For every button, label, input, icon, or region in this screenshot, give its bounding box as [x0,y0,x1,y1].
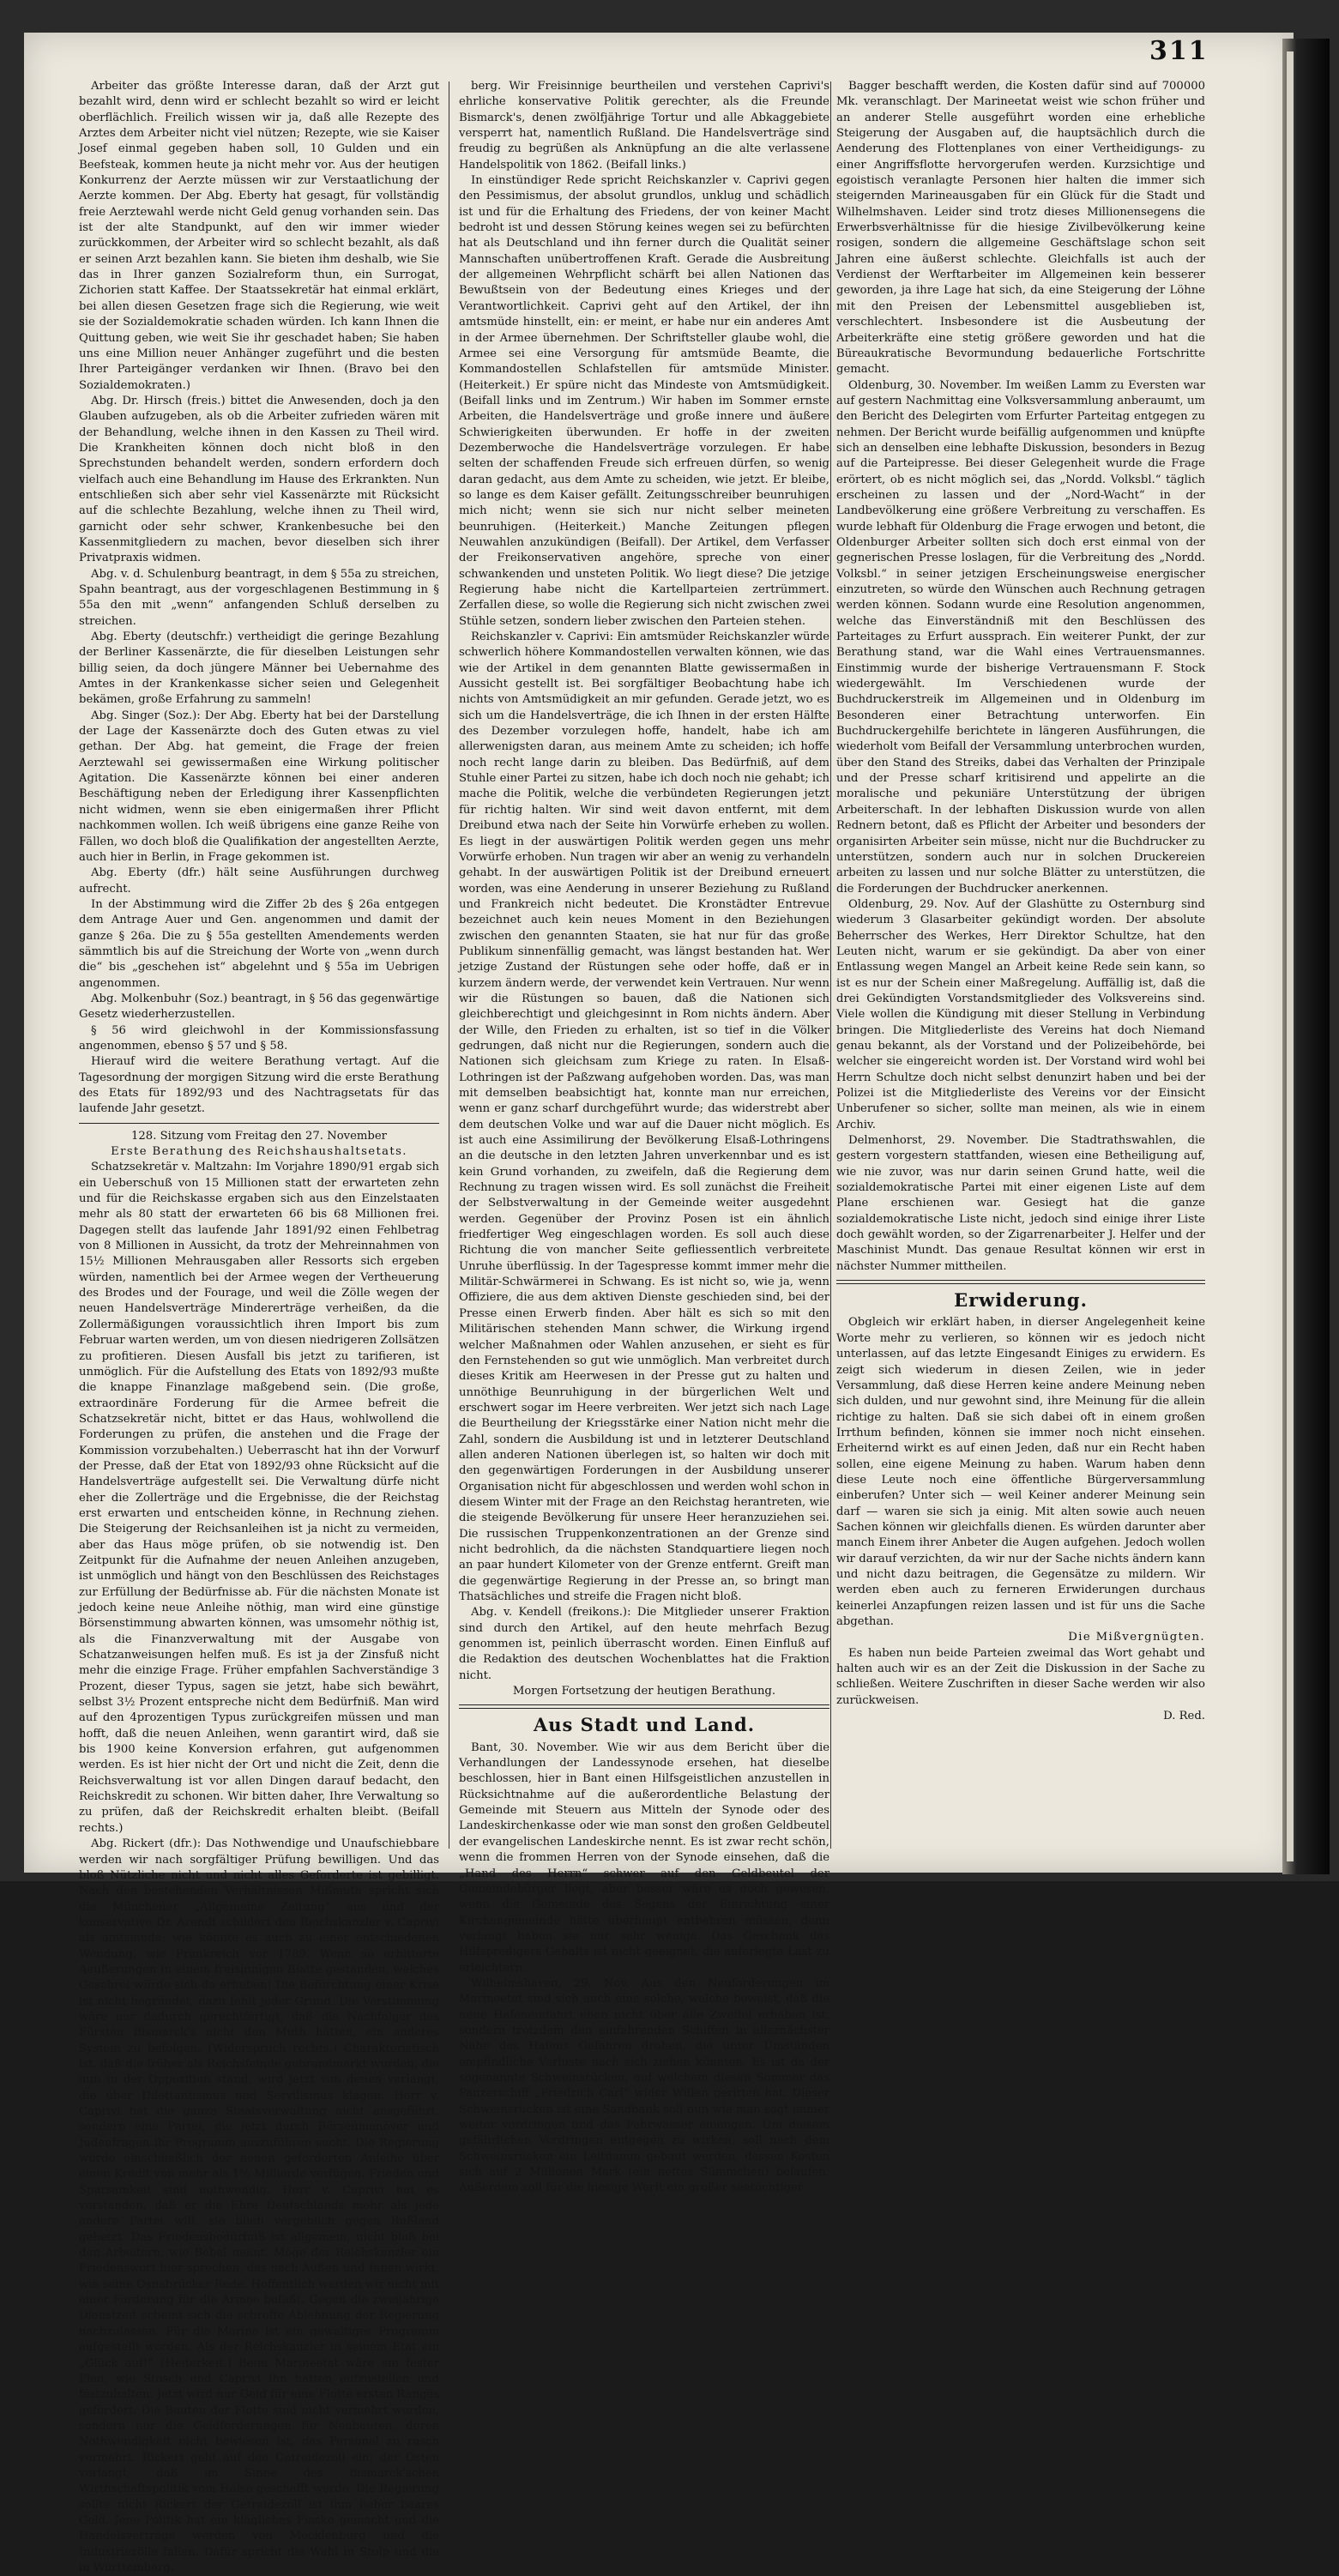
binding-edge [1287,51,1294,1861]
paragraph: Abg. v. Kendell (freikons.): Die Mitglieder unserer Fraktion sind durch den Artikel, auf den heute mehrfach Bezug genommen ist, peinlich überrascht worden. Einen Einfluß auf die Redaktion des deutschen Wochenblattes hat die Fraktion nicht. [459,1606,829,1682]
paragraph: Oldenburg, 30. November. Im weißen Lamm zu Eversten war auf gestern Nachmittag eine Volksversammlung anberaumt, um den Bericht des Delegirten vom Erfurter Parteitag entgegen zu nehmen. Der Bericht wurde beifällig aufgenommen und knüpfte sich an denselben eine lebhafte Diskussion, besonders in Bezug auf die Parteipresse. Bei dieser Gelegenheit wurde die Frage erörtert, ob es nicht möglich sei, das „Nordd. Volksbl.“ täglich erscheinen zu lassen und der „Nord-Wacht“ in der Landbevölkerung eine größere Verbreitung zu verschaffen. Es wurde lebhaft für Oldenburg die Frage erwogen und betont, die Oldenburger Arbeiter sollten sich doch erst einmal von der gegnerischen Presse loslagen, für die Verbreitung des „Nordd. Volksbl.“ in seiner jetzigen Erscheinungsweise energischer einzutreten, so würde den Wünschen auch Rechnung getragen werden können. Sodann wurde eine Resolution angenommen, welche das Einverständniß mit den Beschlüssen des Parteitages zu Erfurt aussprach. Ein weiterer Punkt, der zur Berathung stand, war die Wahl eines Vertrauensmannes. Einstimmig wurde der bisherige Vertrauensmann F. Stock wiedergewählt. Im Verschiedenen wurde der Buchdruckerstreik im Allgemeinen und in Oldenburg im Besonderen einer Betrachtung unterworfen. Ein Buchdruckergehilfe berichtete in längeren Ausführungen, die wiederholt vom Beifall der Versammlung unterbrochen wurden, über den Stand des Streiks, dabei das Verhalten der Prinzipale und der Presse scharf kritisirend und appelirte an die moralische und pekuniäre Unterstützung der übrigen Arbeiterschaft. In der lebhaften Diskussion wurde von allen Rednern betont, daß es Pflicht der Arbeiter und besonders der organisirten Arbeiter sein müsse, nicht nur die Buchdrucker zu unterstützen, sondern auch nur in solchen Druckereien arbeiten zu lassen und nur solche Blätter zu unterstützen, die die Forderungen der Buchdrucker anerkennen. [836,378,1205,896]
double-divider [836,1280,1205,1284]
page-number: 311 [1149,36,1209,66]
session-title: 128. Sitzung vom Freitag den 27. November [131,1129,387,1143]
column-2 [459,79,829,2195]
paragraph: Abg. Eberty (deutschfr.) vertheidigt die geringe Bezahlung der Berliner Kassenärzte, die für dieselben Leistungen sehr billig seien, da doch jüngere Männer bei Uebernahme des Amtes in der Krankenkasse sicher seien und Gelegenheit bekämen, große Erfahrung zu sammeln! [79,630,439,707]
paragraph: Abg. Rickert (dfr.): Das Nothwendige und Unaufschiebbare werden wir nach sorgfältiger Prüfung bewilligen. Und das bloß Nützliche nicht und nicht alles Geforderte ist gebilligt. Nach den bestehenden Verhältnissen Mißmuth spricht sich die Münchener „Allgemeine Zeitung“ aus und der konservative Dr. Arendt schildert den Reichskanzler v. Caprivi als amtsmüde; wie könnte es auch zu einer entschiedenen Wendung, wie Frankreich vor 1789. Wenn so erbitterte Aeußerungen in einem freisinnigen Blatte gestanden, welches Geschrei würde sich da erheben! Die Befürchtung einer Krise ist nicht begründet, dazu fehlt jeder Grund. Die Verstimmung wäre nur dadurch gerechtfertigt, daß die Nachfolger des Fürsten Bismarck's nicht den Muth hätten, ein anderes System zu befolgen. (Widerspruch rechts.) Charakteristisch ist, daß die früher als Reichsfeinde gebrandmarkt wurden, die nun in der Opposition stand, wird jetzt von denen verlangt, die über Dilettantismus und Servilismus klagen. Herr v. Caprivi hat die ganze Staatsverwaltung nicht ausgeführt, sondern eine Partei, die jetzt durch Börsenmanöver und Judenfragen ihr Programm auszuführen sucht. Die Regierung würde einschließlich der neuen geforderten Anleihe über einen Kredit von mehr als 1½ Milliarde verfügen. Frieden und Sparsamkeit sind nothwendig. Herr v. Caprivi hat es verstanden, daß er die Ehre Deutschlands mehr als jede andere Partei will, sie blieb vergeblich gegen Rußland gehetzt. Das Friedensbedürfniß ist allgemein, nicht bloß bei den Arbeitern, wie Bebel meint. Möge der Reichskanzler ein Friedenswort hier sprechen, das nach Außen und Innen wirkt, wie seine Osnabrücker Rede. Hoffentlich werden wir nicht mit einer Forderung für die Armee befaßt. Gegen die zweijährige Dienstzeit scheint sich die schroffe Ablehnung der Regierung nachzulassen. Für die Marine ist ein gewaltiges Programm aufgestellt worden. Als der Reichskanzler in seinem Etat ein „Glück auf!“ (Heiterkeit.) Beim Marineetat wäre ein fester Plan, wie Stosch und Caprivi ihn hatten aufzustellen und festzuhalten. Jetzt wird nur Geld für eine Flotte ersten Ranges gefordert. Die Bauten der Flotte sind nicht vermehrt worden, sondern nur die Geldforderungen für Neubauten, deren Nothwendigkeit nicht bewiesen ist, das Personal zu rasch vermehrt. Rickert geht auf den Getreidezoll ein: der Osten verlangt, daß im Sinne des Bismarck'schen Wirthschaftspolitik vom Halse geschafft werde. Die Regierung sollte nicht Rickert der Getreidezoll ist ihm lieber baares Geld. Jene Politik hat ein klägliches Fiasko gemacht und die Handelsverträge werden von Mecklenburg und die Industriezölle fallen. Dafür spricht die Wahl in Stolp und die in Württemberg. [79,1837,439,2574]
paragraph: Obgleich wir erklärt haben, in dierser Angelegenheit keine Worte mehr zu verlieren, so können wir es jedoch nicht unterlassen, auf das letzte Eingesandt Einiges zu erwidern. Es zeigt sich wiederum in diesen Zeilen, wie in jeder Versammlung, daß diese Herren keine andere Meinung neben sich dulden, und nur gewohnt sind, ihre Meinung für die allein richtige zu halten. Daß sie sich dabei oft in einem großen Irrthum befinden, können sie immer noch nicht einsehen. Erheiternd wirkt es auf einen Jeden, daß nur ein Recht haben sollen, eine eigene Meinung zu haben. Warum haben denn diese Leute noch eine öffentliche Bürgerversammlung einberufen? Unter sich — weil Keiner anderer Meinung sein darf — waren sie sich ja einig. Mit alten sowie auch neuen Sachen können wir gleichfalls dienen. Es würden darunter aber manch Einem ihrer Anbeter die Augen aufgehen. Jedoch wollen wir darauf verzichten, da wir nur der Sache nichts ändern kann und nicht dazu beitragen, die Gegensätze zu mildern. Wir werden eben auch zu ferneren Erwiderungen durchaus keinerlei Anzapfungen reizen lassen und ist für uns die Sache abgethan. [836,1316,1205,1628]
double-divider [459,1704,829,1709]
paragraph: Hierauf wird die weitere Berathung vertagt. Auf die Tagesordnung der morgigen Sitzung wird die erste Berathung des Etats für 1892/93 und des Nachtragsetats für das laufende Jahr gesetzt. [79,1055,439,1116]
signature: Die Mißvergnügten. [1068,1631,1205,1644]
paragraph: Oldenburg, 29. Nov. Auf der Glashütte zu Osternburg sind wiederum 3 Glasarbeiter gekündigt worden. Der absolute Beherrscher des Werkes, Herr Direktor Schultze, hat den Leuten nicht, warum er sie gekündigt. Da aber von einer Entlassung wegen Mangel an Arbeit keine Rede sein kann, so ist es nur der Schein einer Maßregelung. Auffällig ist, daß die drei Gekündigten Vorstandsmitglieder des Volksvereins sind. Viele wollen die Kündigung mit dieser Stellung in Verbindung bringen. Die Mitgliederliste des Vereins hat doch Niemand genau bekannt, als der Vorstand und der Polizeibehörde, bei welcher sie eingereicht worden ist. Der Vorstand wird wohl bei Herrn Schultze doch nicht selbst denunzirt haben und bei der Polizei ist die Mitgliederliste des Vereins vor der Einsicht Unberufener so sicher, sollte man meinen, als wie in einem Archiv. [836,897,1205,1131]
column-3 [836,79,1205,1850]
paragraph: Abg. Eberty (dfr.) hält seine Ausführungen durchweg aufrecht. [79,866,439,896]
paragraph: Wilhelmshaven, 29. Nov. Aus den Neuforderungen im Marineetat sind sich auch eine solche, welche beweist, daß die neue Hafeneinfahrt eben nicht über alle Zweifel erhaben ist, sondern trotzdem den einfahrenden Schiffen in allernächster Nähe des Hafens Gefahren drohen, die unter Umständen empfindliche Verluste nach sich ziehen könnten. Es ist da der sogenannte Schweinsrücken, auf welchem diesen Sommer das Panzerschiff „Friedrich Carl“ wider Willen geritten hat. Dieser Schweinsrücken ist eine Sandbank soll nun wie man sagt immer weiter vordringen und das Fahrwasser einengen. Um diesem gefährlichen Vordringen entgegen zu wirken, soll nach dem Schweinsrücken ein Leitdamm gebaut werden, dessen Kosten sich auf 2 Millionen Mark (ein nettes Sümmchen) belaufen. Außerdem soll für die hiesige Werft ein großer seetüchtiger [459,1976,829,2195]
paragraph: Schatzsekretär v. Maltzahn: Im Vorjahre 1890/91 ergab sich ein Ueberschuß von 15 Millionen statt der erwarteten zehn und für die Reichskasse ergaben sich aus den Einzelstaaten mehr als 80 statt der erwarteten 66 bis 68 Millionen frei. Dagegen stellt das laufende Jahr 1891/92 einen Fehlbetrag von 8 Millionen in Aussicht, da trotz der Mehreinnahmen von 15½ Millionen Mehrausgaben aller Ressorts sich ergeben würden, namentlich bei der Armee wegen der Vertheuerung des Brodes und der Fourage, und weil die Zölle wegen der neuen Handelsverträge Mindererträge verheißen, da die Zollermäßigungen voraussichtlich ihren Import bis zum Februar warten werden, um von diesen niedrigeren Zollsätzen zu profitieren. Diesen Ausfall bis jetzt zu tarifieren, ist unmöglich. Für die Aufstellung des Etats von 1892/93 mußte die knappe Finanzlage maßgebend sein. (Die große, extraordinäre Forderung für die Armee befreit die Schatzsekretär nicht, bittet er das Haus, wohlwollend die Forderungen zu prüfen, die anstehen und die Frage der Kommission vorzubehalten.) Ueberrascht hat ihn der Vorwurf der Presse, daß der Etat von 1892/93 ohne Rücksicht auf die Handelsverträge aufgestellt sei. Die Verwaltung dürfe nicht eher die Zollerträge und die Ergebnisse, die der Reichstag erst erwarten und entscheiden könne, in Rechnung ziehen. Die Steigerung der Reichsanleihen ist ja nicht zu vermeiden, aber das Haus möge prüfen, ob sie notwendig ist. Den Zeitpunkt für die Aufnahme der neuen Anleihen anzugeben, ist unmöglich und hängt von den Beschlüssen des Reichstages zur Erfüllung der Bedürfnisse ab. Für die nächsten Monate ist jedoch keine neue Anleihe nöthig, man wird eine günstige Börsenstimmung abwarten können, was umsomehr nöthig ist, als die Finanzverwaltung mit der Ausgabe von Schatzanweisungen helfen muß. Es ist ja der Zinsfuß nicht mehr die einzige Frage. Früher empfahlen Sachverständige 3 Prozent, dieser Typus, sagen sie jetzt, habe sich bewährt, selbst 3½ Prozent entspreche nicht dem Bedürfniß. Man wird auf den 4prozentigen Typus zurückgreifen müssen und man hofft, daß die neuen Anleihen, wenn garantirt wird, daß sie bis 1900 keine Konversion erfahren, gut aufgenommen werden. Es ist hier nicht der Ort und nicht die Zeit, denn die Reichsverwaltung ist vor allen Dingen darauf bedacht, den Reichskredit zu schonen. Wir bitten daher, Ihre Verwaltung so zu prüfen, daß der Reichskredit erhalten bleibt. (Beifall rechts.) [79,1161,439,1835]
column-rule-2 [830,81,831,1849]
section-subtitle: Erste Berathung des Reichshaushaltsetats. [111,1145,407,1159]
paragraph: In einstündiger Rede spricht Reichskanzler v. Caprivi gegen den Pessimismus, der absolut grundlos, unklug und schädlich ist und für die Erhaltung des Friedens, der von keiner Macht bedroht ist und dessen Störung keines wegen sei zu befürchten hat als Deutschland und ihn ferner durch die Qualität seiner Mannschaften unübertroffenen Kraft. Gerade die Ausbreitung der allgemeinen Wehrpflicht schärft bei allen Nationen das Bewußtsein von der Bedeutung eines Krieges und der Verantwortlichkeit. Caprivi geht auf den Artikel, der ihn amtsmüde hinstellt, ein: er meint, er habe nur ein anderes Amt in der Armee übernehmen. Der Schriftsteller glaube wohl, die Armee sei eine Versorgung für amtsmüde Beamte, die Kommandostellen Schlafstellen für amtsmüde Minister. (Heiterkeit.) Er spüre nicht das Mindeste von Amtsmüdigkeit. (Beifall links und im Zentrum.) Wir haben im Sommer ernste Arbeiten, die Handelsverträge und große innere und äußere Schwierigkeiten überwunden. Er hoffe in der zweiten Dezemberwoche die Handelsverträge vorzulegen. Er habe selten der schaffenden Freude sich erfreuen dürfen, so wenig daran gedacht, aus dem Amte zu scheiden, wie jetzt. Er bleibe, so lange es dem Kaiser gefällt. Zeitungsschreiber beunruhigen mich nicht; wenn sie sich nur nicht selber meineten beunruhigen. (Heiterkeit.) Manche Zeitungen pflegen Neuwahlen anzukündigen (Beifall). Der Artikel, dem Verfasser der Freikonservativen angehöre, spreche von einer schwankenden und unsteten Politik. Wo liegt diese? Die jetzige Regierung habe nicht die Kartellparteien zertrümmert. Zerfallen diese, so wolle die Regierung sich nicht zwischen zwei Stühle setzen, sondern lieber zwischen den Parteien stehen. [459,174,829,628]
paragraph: Abg. Molkenbuhr (Soz.) beantragt, in § 56 das gegenwärtige Gesetz wiederherzustellen. [79,992,439,1022]
section-heading: Erwiderung. [954,1289,1088,1312]
paragraph: Abg. Dr. Hirsch (freis.) bittet die Anwesenden, doch ja den Glauben aufzugeben, als ob die Arbeiter zufrieden wären mit der Behandlung, welche ihnen in den Kassen zu Theil wird. Die Krankheiten können doch nicht bloß in den Sprechstunden behandelt werden, sondern erfordern doch vielfach auch eine Behandlung im Hause des Erkrankten. Nun entschließen sich aber sehr viel Kassenärzte mit Rücksicht auf die schlechte Bezahlung, welche ihnen zu Theil wird, garnicht oder sehr schwer, Krankenbesuche bei den Kassenmitgliedern zu machen, bevor dieselben sich ihrer Privatpraxis widmen. [79,394,439,565]
paragraph: berg. Wir Freisinnige beurtheilen und verstehen Caprivi's ehrliche konservative Politik gerechter, als die Freunde Bismarck's, denen zwölfjährige Tortur und alle Abkaggebiete versperrt hat, namentlich Rußland. Die Handelsverträge sind freudig zu begrüßen als Anknüpfung an die alte verlassene Handelspolitik von 1862. (Beifall links.) [459,80,829,172]
closing-note: Morgen Fortsetzung der heutigen Berathung. [512,1685,776,1698]
paragraph: Abg. v. d. Schulenburg beantragt, in dem § 55a zu streichen, Spahn beantragt, aus der vorgeschlagenen Bestimmung in § 55a den mit „wenn“ anfangenden Schluß derselben zu streichen. [79,567,439,628]
section-heading: Aus Stadt und Land. [533,1714,756,1736]
paragraph: Arbeiter das größte Interesse daran, daß der Arzt gut bezahlt wird, denn wird er schlecht bezahlt so wird er leicht oberflächlich. Freilich wissen wir ja, daß alle Rezepte des Arztes dem Arbeiter nicht viel nützen; Rezepte, wie sie Kaiser Josef einmal gegeben haben soll, 10 Gulden und ein Beefsteak, kommen heute ja nicht mehr vor. Aus der heutigen Konkurrenz der Aerzte müssen wir zur Verstaatlichung der Aerzte kommen. Der Abg. Eberty hat gesagt, für vollständig freie Aerztewahl werde nicht Geld genug vorhanden sein. Das ist der alte Standpunkt, auf den wir immer wieder zurückkommen, der Arbeiter wird so schlecht bezahlt, als daß er seinen Arzt bezahlen kann. Sie bieten ihm deshalb, wie Sie das in Ihrer ganzen Sozialreform thun, ein Surrogat, Zichorien statt Kaffee. Der Staatssekretär hat einmal erklärt, bei allen diesen Gesetzen frage sich die Regierung, wie weit sie der Sozialdemokratie schaden würden. Ich kann Ihnen die Quittung geben, wie weit Sie ihr geschadet haben; Sie haben uns eine Million neuer Anhänger zugeführt und die besten Ihrer Parteigänger verdanken wir Ihnen. (Bravo bei den Sozialdemokraten.) [79,80,439,392]
divider [79,1123,439,1124]
paragraph: Reichskanzler v. Caprivi: Ein amtsmüder Reichskanzler würde schwerlich höhere Kommandostellen verwalten können, wie das wie der Artikel in dem genannten Blatte gewissermaßen in Aussicht gestellt ist. Bei sorgfältiger Beobachtung habe ich nichts von Amtsmüdigkeit an mir gefunden. Gerade jetzt, wo es sich um die Handelsverträge, die ich Ihnen in der ersten Hälfte des Dezember vorzulegen hoffe, handelt, habe ich am allerwenigsten daran, aus meinem Amte zu scheiden; ich hoffe noch recht lange darin zu bleiben. Das Bedürfniß, auf dem Stuhle einer Partei zu sitzen, habe ich doch noch nie gehabt; ich mache die Politik, welche die verbündeten Regierungen jetzt für richtig halten. Wir sind weit davon entfernt, mit dem Dreibund etwa nach der Seite hin Vorwürfe erheben zu wollen. Es liegt in der auswärtigen Politik werden gegen uns mehr Vorwürfe erhoben. Nun tragen wir aber an wenig zu verhandeln gehabt. In der auswärtigen Politik ist der Dreibund erneuert worden, was eine Aenderung in unserer Beziehung zu Rußland und Frankreich nicht bedeutet. Die Kronstädter Entrevue bezeichnet auch kein neues Moment in den Beziehungen zwischen den genannten Staaten, sie hat nur für das große Publikum sinnenfällig gemacht, was längst bestanden hat. Wer jetzige Zustand der Rüstungen sehe oder hoffe, daß er in kurzem ändern werde, der verwendet kein Vertrauen. Nur wenn wir die Rüstungen so bauen, daß die Nationen sich gleichberechtigt und gleichgesinnt in Rom nichts ändern. Aber der Wille, den Frieden zu erhalten, ist so tief in die Völker gedrungen, daß nicht nur die Regierungen, sondern auch die Nationen sich gleichsam zum Kriege zu raten. In Elsaß-Lothringen ist der Paßzwang aufgehoben worden. Das, was man mit demselben beabsichtigt hat, konnte man nur erreichen, wenn er ganz scharf durchgeführt wurde; das widerstrebt aber dem deutschen Volke und war auf die Dauer nicht möglich. Es ist auch eine Assimilirung der Bevölkerung Elsaß-Lothringens an die deutsche in den letzten Jahren unverkennbar und es ist kein Grund vorhanden, zu zweifeln, daß die Regierung dem Rechnung zu tragen wissen wird. Es soll zunächst die Freiheit der Selbstverwaltung in der Gemeinde weiter ausgedehnt werden. Gegenüber der Provinz Posen ist ein ähnlich friedfertiger Weg eingeschlagen worden. Es soll auch diese Richtung die von mancher Seite gefliessentlich verbreitete Unruhe überflüssig. In der Tagespresse kommt immer mehr die Militär-Schwärmerei in Schwang. Es ist nicht so, wie ja, wenn Offiziere, die aus dem aktiven Dienste geschieden sind, bei der Presse einen Erwerb finden. Aber hält es sich so mit den Militärischen stehenden Mann schwer, die Wirkung irgend welcher Maßnahmen oder Wahlen anzusehen, er sieht es für den Fernstehenden so gut wie unmöglich. Man verbreitet durch dieses Kritik am Heerwesen in der Presse gut zu halten und unnöthige Beunruhigung in der bürgerlichen Welt und erschwert sogar im Heere verbreiten. Wer jetzt sich nach Lage die Beurtheilung der Kriegsstärke einer Nation nicht mehr die Zahl, sondern die Ausbildung ist und in letzterer Deutschland allen anderen Nationen überlegen ist, so halten wir doch mit den gegenwärtigen Forderungen in der Ausbildung unserer Organisation nicht für abgeschlossen und werden wohl schon in diesem Winter mit der Frage an den Reichstag herantreten, wie die steigende Bevölkerung für unsere Heer heranzuziehen sei. Die russischen Truppenkonzentrationen an der Grenze sind nicht bedrohlich, da die nächsten Standquartiere liegen noch an paar hundert Kilometer von der Grenze entfernt. Greift man die gegenwärtige Regierung in der Presse an, so bringt man Thatsächliches und streife die Fragen nicht bloß. [459,630,829,1603]
paragraph: Bagger beschafft werden, die Kosten dafür sind auf 700000 Mk. veranschlagt. Der Marineetat weist wie schon früher und an anderer Stelle ausgeführt worden eine erhebliche Steigerung der Ausgaben auf, die hauptsächlich durch die Aenderung des Flottenplanes von einer Vertheidigungs- zu einer Angriffsflotte hervorgerufen werden. Kurzsichtige und egoistisch veranlagte Personen hier halten die immer sich steigernden Marineausgaben für ein Glück für die Stadt und Wilhelmshaven. Leider sind trotz dieses Millionensegens die Erwerbsverhältnisse für die hiesige Zivilbevölkerung keine rosigen, sondern die allgemeine Geschäftslage schon seit Jahren eine äußerst schlechte. Gleichfalls ist auch der Verdienst der Werftarbeiter im Allgemeinen kein besserer geworden, ja ihre Lage hat sich, da eine Steigerung der Löhne mit den Preisen der Lebensmittel ausgeblieben ist, verschlechtert. Insbesondere ist die Ausbeutung der Arbeiterkräfte eine stetig größere geworden und hat die Büreaukratische Bevormundung bedauerliche Fortschritte gemacht. [836,80,1205,377]
paragraph: § 56 wird gleichwohl in der Kommissionsfassung angenommen, ebenso § 57 und § 58. [79,1023,439,1053]
paragraph: Delmenhorst, 29. November. Die Stadtrathswahlen, die gestern vorgestern stattfanden, wiesen eine Betheiligung auf, wie nie zuvor, was nur darin seinen Grund hatte, weil die sozialdemokratische Partei mit einer eigenen Liste auf dem Plane erschienen war. Gesiegt hat die ganze sozialdemokratische Liste nicht, jedoch sind einige ihrer Liste doch gewählt worden, so der Zigarrenarbeiter J. Helfer und der Maschinist Mundt. Das genaue Resultat können wir erst in nächster Nummer mittheilen. [836,1134,1205,1273]
paragraph: In der Abstimmung wird die Ziffer 2b des § 26a entgegen dem Antrage Auer und Gen. angenommen und damit der ganze § 26a. Die zu § 55a gestellten Amendements werden sämmtlich bis auf die Streichung der Worte von „wenn durch die“ bis „geschehen ist“ abgelehnt und § 55a im Uebrigen angenommen. [79,897,439,990]
paragraph: Es haben nun beide Parteien zweimal das Wort gehabt und halten auch wir es an der Zeit die Diskussion in der Sache zu schließen. Weitere Zuschriften in dieser Sache werden wir also zurückweisen. [836,1646,1205,1707]
paragraph: Abg. Singer (Soz.): Der Abg. Eberty hat bei der Darstellung der Lage der Kassenärzte doch des Guten etwas zu viel gethan. Der Abg. hat gemeint, die Frage der freien Aerztewahl sei gewissermaßen eine Wirkung politischer Agitation. Die Kassenärzte können bei einer anderen Beschäftigung neben der Erledigung ihrer Kassenpflichten nicht widmen, wenn sie eben einigermaßen ihrer Pflicht nachkommen wollen. Ich weiß übrigens eine ganze Reihe von Fällen, wo doch bloß die Qualifikation der angestellten Aerzte, auch hier in Berlin, in Frage gekommen ist. [79,709,439,864]
paragraph: Bant, 30. November. Wie wir aus dem Bericht über die Verhandlungen der Landessynode ersehen, hat dieselbe beschlossen, hier in Bant einen Hilfsgeistlichen anzustellen in Rücksichtnahme auf die außerordentliche Belastung der Gemeinde mit Steuern aus Mitteln der Synode oder des Landeskirchenkasse oder wie man sonst den großen Geldbeutel der evangelischen Landeskirche nennt. Es ist zwar recht schön, wenn die frommen Herren von der Synode einsehen, daß die „Hand des Herrn“ schwer auf den Geldbeutel der Gemeindebürger liegt, aber besser wäre es doch gewesen, wenn die Gemeinde des Segens der Einrichtung einer Kirchengemeinde hätte überhaupt entbehren müssen, denn verlangt haben sie nur sehr wenige. Das Geschenk des Hilfspredigers Gehalts ist nicht geeignet, die auferlegte Last zu erleichtern. [459,1740,829,1975]
signature: D. Red. [1163,1710,1205,1723]
parliament-report [79,79,439,1118]
column-1 [79,79,439,2574]
